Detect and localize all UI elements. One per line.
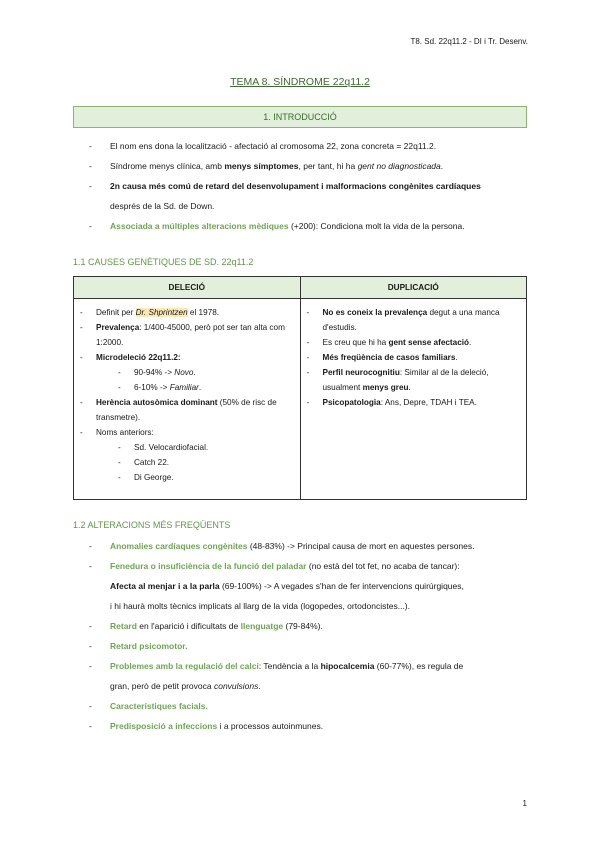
text: . — [258, 681, 261, 691]
text: el 1978. — [187, 308, 220, 317]
section-heading-causes: 1.1 CAUSES GENÈTIQUES DE SD. 22q11.2 — [73, 257, 254, 267]
section-intro-heading: 1. INTRODUCCIÓ — [73, 106, 527, 128]
list-item — [301, 350, 523, 365]
list-item — [301, 305, 523, 335]
text: (60-77%), es regula de — [374, 661, 464, 671]
list-item — [74, 305, 296, 320]
text: en l'aparició i dificultats de — [136, 621, 241, 631]
list-item — [96, 365, 296, 380]
text: i a processos autoinmunes. — [217, 721, 324, 731]
text: Característiques facials. — [110, 701, 208, 711]
text: Noms anteriors: — [96, 428, 154, 437]
text: llenguatge — [240, 621, 284, 631]
text: gran, però de petit provoca — [110, 681, 214, 691]
list-item — [301, 335, 523, 350]
text: Problemes amb la regulació del calci — [110, 661, 259, 671]
col-header-duplication: DUPLICACIÓ — [300, 277, 527, 299]
list-item — [0, 636, 547, 656]
text: (48-83%) -> Principal causa de mort en aquestes persones. — [247, 541, 475, 551]
list-item — [0, 656, 547, 696]
text: Herència autosòmica dominant — [96, 398, 218, 407]
list-item — [0, 716, 547, 736]
text: : Similar al de la deleció, usualment — [322, 368, 489, 392]
text: Microdeleció 22q11.2: — [96, 353, 181, 362]
text: Dr. Shprintzen — [135, 308, 188, 317]
text: , per tant, hi ha — [298, 161, 358, 171]
list-item — [74, 320, 296, 350]
text: Fenedura o insuficiència de la funció del paladar — [110, 561, 307, 571]
list-item — [74, 395, 296, 425]
intro-list — [0, 136, 553, 236]
text: (+200): Condiciona molt la vida de la persona. — [288, 221, 465, 231]
text: gent sense afectació — [388, 338, 470, 347]
list-item — [0, 156, 553, 176]
duplication-cell — [300, 299, 527, 500]
text: : Tendència a la — [258, 661, 321, 671]
text: No es coneix la prevalença — [322, 308, 428, 317]
page-number: 1 — [522, 799, 527, 808]
text: 90-94% -> — [134, 368, 175, 377]
list-item — [0, 616, 547, 636]
list-item — [301, 395, 523, 410]
text: convulsions — [213, 681, 259, 691]
genetic-causes-table — [73, 276, 527, 500]
text: . — [440, 161, 444, 171]
text: Predisposició a infeccions — [110, 721, 218, 731]
text: Retard psicomotor. — [110, 641, 188, 651]
text: Síndrome menys clínica, amb — [110, 161, 225, 171]
text: : Ans, Depre, TDAH i TEA. — [380, 398, 477, 407]
text: Novo — [174, 368, 194, 377]
list-item — [0, 556, 547, 616]
running-header: T8. Sd. 22q11.2 - DI i Tr. Desenv. — [410, 37, 528, 46]
text: Retard — [110, 621, 137, 631]
page-title: TEMA 8. SÍNDROME 22q11.2 — [230, 76, 370, 88]
list-item — [0, 216, 553, 236]
text: i hi haurà molts tècnics implicats al llarg de la vida (logopedes, ortodoncistes...). — [110, 601, 411, 611]
text: (69-100%) -> A vegades s'han de fer intervencions quirúrgiques, — [219, 581, 464, 591]
list-item — [96, 380, 296, 395]
list-item: - Sd. Velocardiofacial. — [96, 440, 296, 455]
list-item: - Catch 22. — [96, 455, 296, 470]
text: Perfil neurocognitiu — [322, 368, 400, 377]
text: . — [198, 383, 202, 392]
text: gent no diagnosticada — [357, 161, 441, 171]
text: Es creu que hi ha — [322, 338, 389, 347]
text: : 1/400-45000, però pot ser tan alta com 1:2000. — [96, 323, 285, 347]
text: hipocalcemia — [320, 661, 375, 671]
text: Afecta al menjar i a la parla — [110, 581, 220, 591]
list-item — [0, 536, 547, 556]
text: Prevalença — [96, 323, 140, 332]
text: El nom ens dona la localització - afectació al cromosoma 22, zona concreta = 22q11.2. — [110, 141, 437, 151]
text: Psicopatologia — [322, 398, 381, 407]
text: menys greu — [362, 383, 409, 392]
text: Associada a múltiples alteracions mèdiques — [110, 221, 289, 231]
text: (79-84%). — [283, 621, 323, 631]
list-item — [301, 365, 523, 395]
list-item — [74, 425, 296, 485]
deletion-cell — [74, 299, 301, 500]
list-item — [0, 136, 553, 156]
list-item — [74, 350, 296, 395]
text: . — [193, 368, 196, 377]
text: després de la Sd. de Down. — [110, 201, 215, 211]
text: degut a una manca d'estudis. — [322, 308, 500, 332]
text: 6-10% -> — [134, 383, 170, 392]
text: . — [469, 338, 472, 347]
section-heading-alterations: 1.2 ALTERACIONS MÉS FREQÜENTS — [73, 520, 231, 530]
text: Més freqüència de casos familiars — [322, 353, 456, 362]
list-item — [0, 176, 553, 216]
list-item: - Di George. — [96, 470, 296, 485]
text: Familiar — [169, 383, 199, 392]
text: 2n causa més comú de retard del desenvolupament i malformacions congènites cardíaques — [110, 181, 481, 191]
text: . — [455, 353, 458, 362]
text: Definit per — [96, 308, 136, 317]
text: . — [408, 383, 411, 392]
alterations-list — [0, 536, 547, 736]
text: menys símptomes — [224, 161, 299, 171]
text: (50% de risc de transmetre). — [96, 398, 277, 422]
text: Anomalies cardíaques congènites — [110, 541, 248, 551]
list-item — [0, 696, 547, 716]
text: (no està del tot fet, no acaba de tancar): — [306, 561, 460, 571]
col-header-deletion: DELECIÓ — [74, 277, 301, 299]
